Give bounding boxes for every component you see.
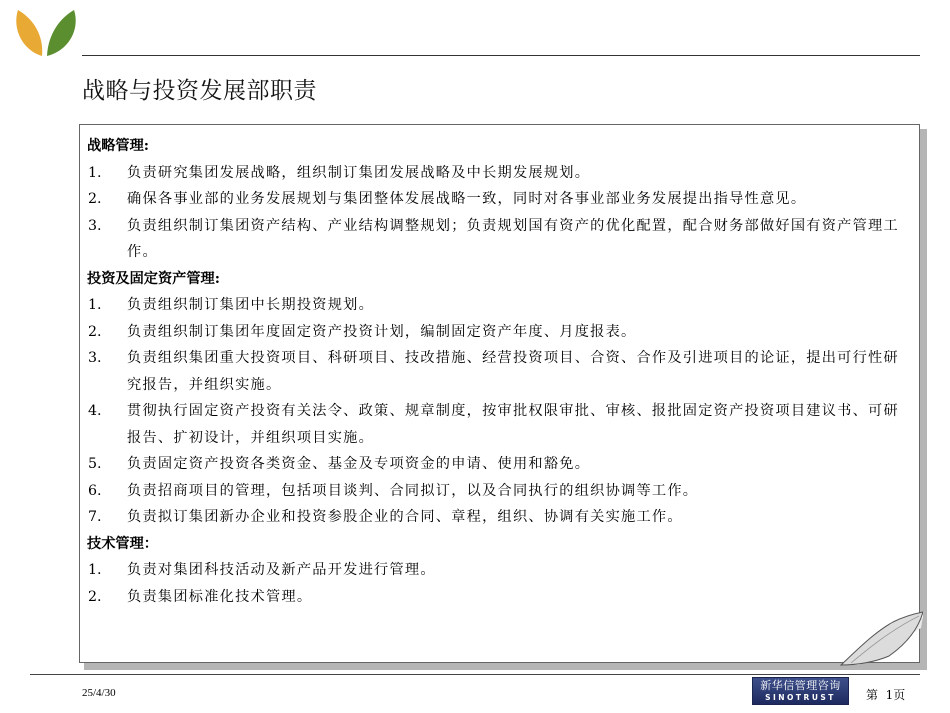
- bottom-divider: [30, 674, 920, 675]
- item-text: 负责组织制订集团中长期投资规划。: [127, 297, 375, 313]
- page-curl-icon: [839, 608, 923, 666]
- list-item: [87, 557, 907, 584]
- item-number: 3.: [88, 350, 102, 366]
- top-divider: [82, 55, 920, 56]
- item-number: 3.: [88, 217, 102, 234]
- item-text: 负责组织集团重大投资项目、科研项目、技改措施、经营投资项目、合资、合作及引进项目的论证，提出可行性研究报告，并组织实施。: [127, 350, 899, 393]
- logo-right-leaf: [47, 10, 76, 56]
- item-number: 4.: [88, 403, 102, 419]
- item-number: 1.: [88, 297, 102, 313]
- logo-left-leaf: [16, 10, 42, 56]
- list-item: [87, 345, 907, 398]
- list-item: [87, 319, 907, 346]
- item-text: 负责对集团科技活动及新产品开发进行管理。: [127, 562, 436, 578]
- item-number: 1.: [88, 164, 102, 181]
- list-item: [87, 584, 907, 611]
- item-text: 负责组织制订集团年度固定资产投资计划，编制固定资产年度、月度报表。: [127, 323, 637, 340]
- responsibilities-list: [87, 133, 907, 610]
- section-technology: [87, 531, 907, 611]
- list-item: [87, 160, 907, 187]
- item-number: 2.: [88, 323, 102, 340]
- list-item: [87, 451, 907, 478]
- item-number: 1.: [88, 562, 102, 578]
- item-number: 2.: [88, 191, 102, 207]
- brand-name-en: SINOTRUST: [765, 693, 836, 702]
- page-title: 战略与投资发展部职责: [82, 78, 317, 104]
- item-text: 负责拟订集团新办企业和投资参股企业的合同、章程，组织、协调有关实施工作。: [127, 509, 683, 525]
- section-strategy: [87, 133, 907, 266]
- section-heading: 技术管理：: [87, 535, 158, 552]
- item-text: 负责固定资产投资各类资金、基金及专项资金的申请、使用和豁免。: [127, 456, 591, 472]
- company-logo: [14, 4, 78, 58]
- section-heading: 投资及固定资产管理:: [87, 270, 220, 287]
- sinotrust-logo: [752, 677, 849, 705]
- item-number: 7.: [88, 509, 102, 525]
- footer-date: 25/4/30: [82, 687, 116, 699]
- item-text: 负责研究集团发展战略，组织制订集团发展战略及中长期发展规划。: [127, 164, 591, 181]
- item-text: 负责招商项目的管理，包括项目谈判、合同拟订，以及合同执行的组织协调等工作。: [127, 482, 699, 499]
- page-number: 第 1页: [866, 688, 906, 702]
- item-number: 5.: [88, 456, 102, 472]
- list-item: [87, 213, 907, 266]
- list-item: [87, 292, 907, 319]
- section-heading: 战略管理:: [87, 138, 149, 154]
- item-text: 负责组织制订集团资产结构、产业结构调整规划；负责规划国有资产的优化配置，配合财务部做好国有资产管理工作。: [127, 217, 899, 260]
- section-investment: [87, 266, 907, 531]
- item-number: 6.: [88, 482, 102, 499]
- item-text: 贯彻执行固定资产投资有关法令、政策、规章制度，按审批权限审批、审核、报批固定资产投资项目建议书、可研报告、扩初设计，并组织项目实施。: [127, 403, 899, 446]
- item-text: 负责集团标准化技术管理。: [127, 588, 313, 605]
- item-text: 确保各事业部的业务发展规划与集团整体发展战略一致，同时对各事业部业务发展提出指导性意见。: [127, 191, 807, 207]
- list-item: [87, 504, 907, 531]
- list-item: [87, 186, 907, 213]
- brand-name-cn: 新华信管理咨询: [760, 679, 841, 692]
- item-number: 2.: [88, 588, 102, 605]
- list-item: [87, 398, 907, 451]
- list-item: [87, 478, 907, 505]
